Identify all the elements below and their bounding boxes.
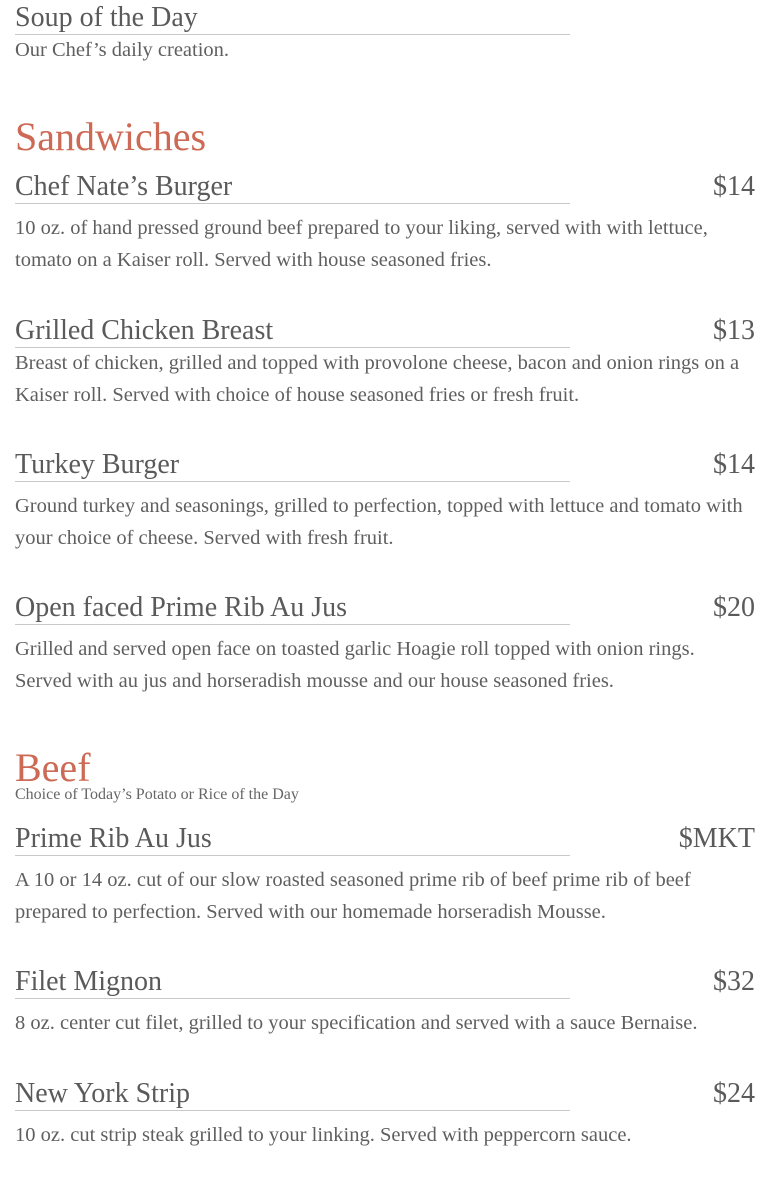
menu-item-filet-mignon [15, 964, 755, 1034]
menu-item-new-york-strip [15, 1076, 755, 1146]
menu-item-description: 10 oz. cut strip steak grilled to your linking. Served with peppercorn sauce. [15, 1124, 632, 1146]
menu-item-chef-nates-burger [15, 169, 755, 271]
item-divider [15, 855, 570, 856]
menu-item-name: Chef Nate’s Burger [15, 171, 233, 202]
menu-item-price: $20 [713, 592, 755, 623]
menu-item-turkey-burger [15, 447, 755, 549]
menu-item-name: Turkey Burger [15, 449, 180, 480]
item-divider [15, 1110, 570, 1111]
menu-item-price: $MKT [678, 823, 755, 854]
menu-item-price: $14 [713, 449, 755, 480]
section-subtitle-beef: Choice of Today’s Potato or Rice of the Day [15, 786, 299, 803]
item-divider [15, 624, 570, 625]
section-title-beef: Beef [15, 745, 91, 790]
menu-item-description: 10 oz. of hand pressed ground beef prepared to your liking, served with with lettuce, tomato on a Kaiser roll. Served with house seasoned fries. [15, 217, 708, 271]
menu-item-name: Filet Mignon [15, 966, 163, 997]
item-divider [15, 998, 570, 999]
item-divider [15, 481, 570, 482]
section-title-sandwiches: Sandwiches [15, 114, 207, 159]
menu-item-prime-rib-au-jus [15, 821, 755, 923]
menu-item-name: Open faced Prime Rib Au Jus [15, 592, 348, 623]
menu-item-name: Prime Rib Au Jus [15, 823, 212, 854]
menu-item-description: Our Chef’s daily creation. [15, 39, 230, 61]
menu-item-price: $24 [713, 1078, 755, 1109]
menu-item-description: A 10 or 14 oz. cut of our slow roasted seasoned prime rib of beef prime rib of beef prepared to perfection. Served with our homemade horseradish Mousse. [15, 869, 691, 923]
menu-item-description: Ground turkey and seasonings, grilled to perfection, topped with lettuce and tomato with your choice of cheese. Served with fresh fruit. [15, 495, 743, 549]
menu-item-name: New York Strip [15, 1078, 191, 1109]
menu-item-open-faced-prime-rib-au-jus [15, 590, 755, 692]
menu-item-price: $13 [713, 315, 755, 346]
menu-item-description: 8 oz. center cut filet, grilled to your specification and served with a sauce Bernaise. [15, 1012, 698, 1034]
menu-item-grilled-chicken-breast [15, 313, 755, 406]
menu-item-price: $14 [713, 171, 755, 202]
menu-item-description: Grilled and served open face on toasted garlic Hoagie roll topped with onion rings. Served with au jus and horseradish mousse and our house seasoned fries. [15, 638, 695, 692]
item-divider [15, 203, 570, 204]
menu-item-soup-of-the-day [15, 0, 755, 61]
menu-item-name: Soup of the Day [15, 2, 198, 33]
menu-item-price: $32 [713, 966, 755, 997]
menu-item-description: Breast of chicken, grilled and topped with provolone cheese, bacon and onion rings on a Kaiser roll. Served with choice of house seasoned fries or fresh fruit. [15, 352, 740, 406]
menu-item-name: Grilled Chicken Breast [15, 315, 274, 346]
